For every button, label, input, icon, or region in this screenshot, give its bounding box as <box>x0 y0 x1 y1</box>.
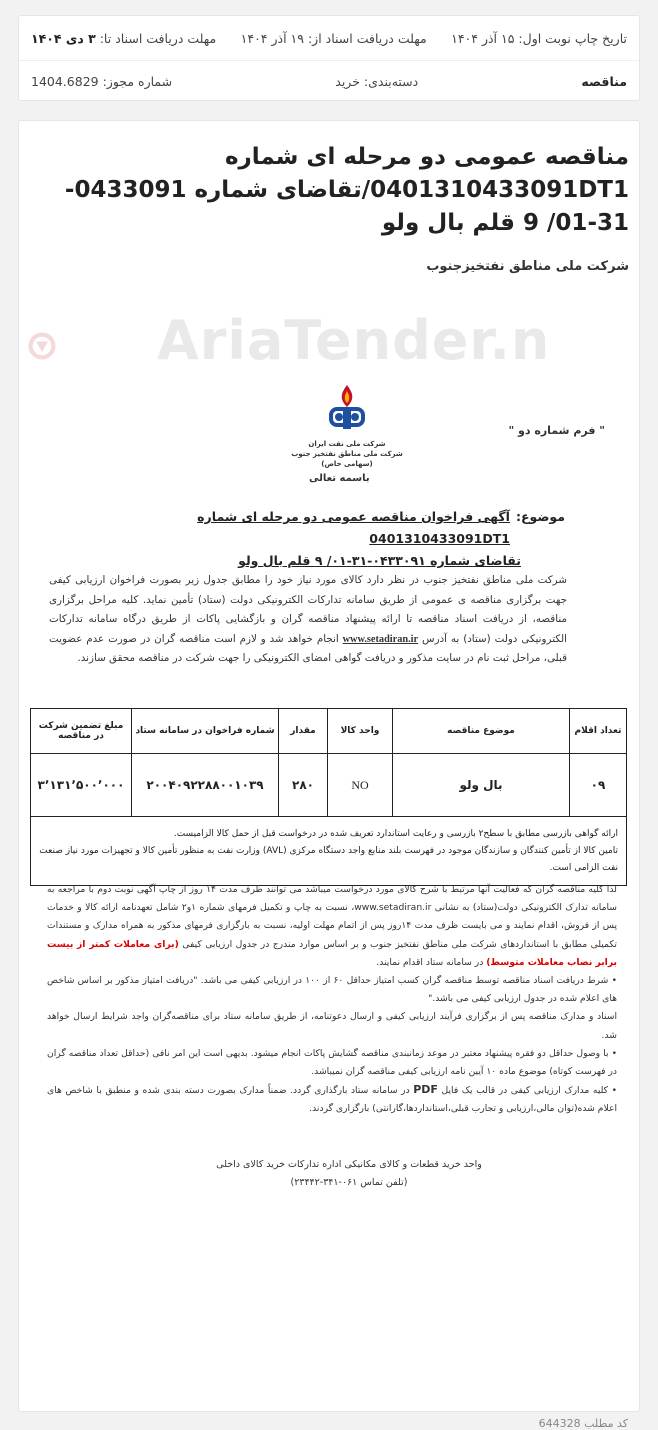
sign-phone: (تلفن تماس ۰۶۱-۳۴۱-۲۳۴۴۲) <box>290 1177 408 1188</box>
bullet-2 <box>47 1045 617 1081</box>
info-row-meta <box>19 60 639 101</box>
tender-table <box>30 708 627 886</box>
info-row-dates <box>19 16 639 60</box>
cell-item-count: ۰۹ <box>570 754 627 817</box>
logo-line-2: شرکت ملی مناطق نفتخیز جنوب (سهامی خاص) <box>291 450 403 468</box>
th-call-number: شماره فراخوان در سامانه ستاد <box>132 709 279 754</box>
cell-quantity: ۲۸۰ <box>279 754 328 817</box>
pdf-label: PDF <box>413 1083 438 1097</box>
signature-block <box>169 1156 529 1192</box>
bullet-icon: • <box>608 975 617 987</box>
tender-type: مناقصه <box>581 73 627 89</box>
tender-info-card <box>18 15 640 101</box>
subject-label: موضوع: <box>515 509 565 524</box>
receive-until-label: مهلت دریافت اسناد تا: <box>95 30 217 46</box>
bullet-2-text: با وصول حداقل دو فقره پیشنهاد معتبر در موعد زمانبندی مناقصه گشایش پاکات انجام میشود. بدیهی است این امر نافی (حداقل تعداد مناقصه گران در فهرست کوتاه) موضوع ماده ۱۰ آیین نامه ارزیابی کیفی مناقصه گران نمیباشد. <box>47 1047 617 1078</box>
bullet-3-text-b: در سامانه ستاد بارگذاری گردد. ضمناً مدارک بصورت دسته بندی شده و منطبق با شاخص های اعلام شده(توان مالی،ارزیابی و تجارب قبلی،استانداردها،گارانتی) بارگزاری گردند. <box>47 1085 617 1115</box>
subject-row-1 <box>85 506 565 550</box>
sign-unit: واحد خرید قطعات و کالای مکانیکی اداره تدارکات خرید کالای داخلی <box>216 1159 482 1170</box>
subject-line-2: تقاضای شماره ۰۴۳۳۰۹۱-۳۱-۰۱/ ۹ قلم بال ولو <box>238 553 521 568</box>
th-item-count: تعداد اقلام <box>570 709 627 754</box>
bullet-1 <box>47 972 617 1008</box>
bullet-1-text: شرط دریافت اسناد مناقصه توسط مناقصه گران کسب امتیاز حداقل ۶۰ از ۱۰۰ در ارزیابی کیفی می باشد. "دریافت امتیاز مذکور بر اساس شاخص های اعلام شده در جدول ارزیابی کیفی می باشد." <box>47 975 617 1005</box>
intro-text-1: شرکت ملی مناطق نفتخیز جنوب در نظر دارد کالای مورد نیاز خود را مطابق جدول زیر بصورت فراخوان ارزیابی کیفی جهت برگزاری مناقصه ی عمومی از طریق سامانه تدارکات الکترونیکی دولت (ستاد) تأمین نماید. کلیه مراحل برگزاری مناقصه، از دریافت اسناد مناقصه تا ارائه پیشنهاد مناقصه گران و بازگشایی پاکات از طریق درگاه سامانه تدارکات الکترونیکی دولت (ستاد) به آدرس <box>49 574 567 645</box>
print-date: تاریخ چاپ نوبت اول: ۱۵ آذر ۱۴۰۴ <box>451 30 627 46</box>
article-code: کد مطلب 644328 <box>538 1417 628 1430</box>
th-unit: واحد کالا <box>328 709 393 754</box>
nioc-logo <box>287 383 407 469</box>
table-note-1: ارائه گواهی بازرسی مطابق با سطح۲ بازرسی و رعایت استاندارد تعریف شده در درخواست قبل از حمل کالا الزامیست. <box>173 828 618 839</box>
watermark-text: AriaTender.n <box>157 309 551 372</box>
receive-until-value: ۳ دی ۱۴۰۴ <box>31 30 96 46</box>
category: دسته‌بندی: خرید <box>335 73 419 89</box>
para-1-highlight: (برای معاملات کمتر از بیست برابر نصاب معاملات متوسط) <box>47 938 617 968</box>
th-guarantee: مبلغ تضمین شرکت در مناقصه <box>31 709 132 754</box>
setad-link[interactable]: www.setadiran.ir <box>342 633 419 645</box>
th-subject: موضوع مناقصه <box>393 709 570 754</box>
conditions-paragraph-1 <box>47 881 617 972</box>
watermark-logo <box>21 291 171 401</box>
bullet-3 <box>47 1081 617 1118</box>
bullet-icon: • <box>608 1047 617 1059</box>
table-header-row <box>31 709 627 754</box>
table-notes <box>31 817 627 886</box>
cell-unit: NO <box>328 754 393 817</box>
th-quantity: مقدار <box>279 709 328 754</box>
intro-text-2: انجام خواهد شد و لازم است مناقصه گران در صورت عدم عضویت قبلی، مراحل ثبت نام در سایت مذکور و دریافت گواهی امضای الکترونیکی را جهت شرکت در مناقصه محقق سازند. <box>49 632 567 664</box>
receive-from: مهلت دریافت اسناد از: ۱۹ آذر ۱۴۰۴ <box>240 30 427 46</box>
page-title: مناقصه عمومی دو مرحله ای شماره 0401310433091DT1/تقاضای شماره 0433091-31-01/ 9 قلم بال ولو <box>64 144 629 236</box>
company-name: شرکت ملی مناطق نفتخیزجنوب <box>426 259 629 274</box>
basmala: باسمه تعالی <box>309 473 370 484</box>
table-note-2: تامین کالا از تأمین کنندگان و سازندگان موجود در فهرست بلند منابع واجد دستگاه مرکزی (AVL) وزارت نفت به منظور تأمین کالا و تجهیزات مورد نیاز صنعت نفت الزامی است. <box>39 845 618 873</box>
tender-content-card <box>18 120 640 1412</box>
cell-subject: بال ولو <box>393 754 570 817</box>
subject <box>85 506 565 572</box>
para-1-text: لذا کلیه مناقصه گران که فعالیت آنها مرتبط با شرح کالای مورد درخواست میباشد می توانند ظرف مدت ۱۴ روز از چاپ آگهی نوبت دوم با مراجعه به سامانه تدارک الکترونیکی دولت(ستاد) به نشانی www.setadiran.ir، نسبت به چاپ و تکمیل فرمهای شماره ۱و۲ شامل تعهدنامه ارائه کالا و خدمات پس از فروش، اقدام نمایند و می بایست ظرف مدت ۱۴روز پس از اتمام مهلت اولیه، نسبت به بارگزاری فرمهای مذکور به همراه مدارک و مستندات تکمیلی مطابق با استانداردهای شرکت ملی مناطق نفتخیز جنوب و بر اساس موارد مندرج در جدول ارزیابی کیفی <box>47 884 617 950</box>
form-number: " فرم شماره دو " <box>508 424 605 437</box>
logo-line-1: شرکت ملی نفت ایران <box>308 440 386 448</box>
nioc-emblem-icon <box>317 383 377 435</box>
table-row <box>31 754 627 817</box>
intro-paragraph <box>49 571 567 669</box>
bullet-3-text-a: کلیه مدارک ارزیابی کیفی در قالب یک فایل <box>437 1085 609 1097</box>
license-number: شماره مجوز: 1404.6829 <box>31 73 173 89</box>
receive-until <box>31 31 216 46</box>
bullet-icon: • <box>608 1085 617 1097</box>
cell-guarantee: ۳٬۱۳۱٬۵۰۰٬۰۰۰ <box>31 754 132 817</box>
cell-call-number: ۲۰۰۴۰۹۲۲۸۸۰۰۱۰۳۹ <box>132 754 279 817</box>
conditions-paragraph-2: اسناد و مدارک مناقصه پس از برگزاری فرآیند ارزیابی کیفی و ارسال دعوتنامه، از طریق سامانه ستاد برای مناقصه‌گران واجد شرایط ارسال خواهد شد. <box>47 1011 617 1041</box>
table-note-row <box>31 817 627 886</box>
conditions-section <box>47 881 617 1119</box>
para-1-end: در سامانه ستاد اقدام نمایند. <box>376 956 487 968</box>
subject-line-1: آگهی فراخوان مناقصه عمومی دو مرحله ای شماره 0401310433091DT1 <box>197 509 510 546</box>
